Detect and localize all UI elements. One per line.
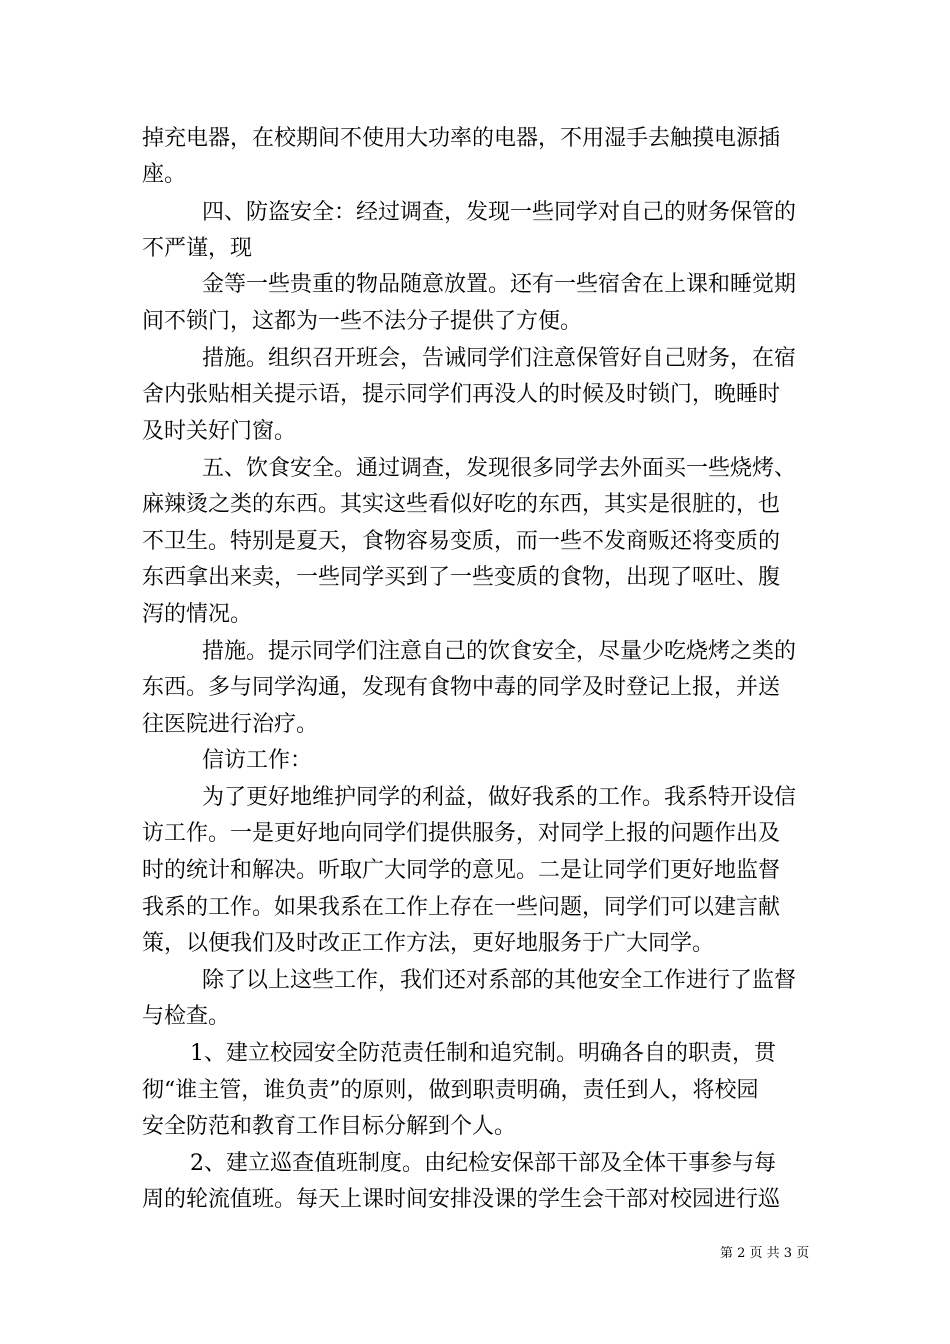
body-text-line: 四、防盗安全：经过调查，发现一些同学对自己的财务保管的 [202, 200, 797, 225]
body-text-line: 彻“谁主管，谁负责”的原则，做到职责明确，责任到人，将校园 [142, 1078, 759, 1103]
body-text-line: 不严谨，现 [142, 236, 253, 261]
body-text-line: 泻的情况。 [142, 602, 253, 627]
body-text-line: 金等一些贵重的物品随意放置。还有一些宿舍在上课和睡觉期 [202, 272, 797, 297]
body-text-line: 东西拿出来卖，一些同学买到了一些变质的食物，出现了呕吐、腹 [142, 565, 781, 590]
body-text-line: 我系的工作。如果我系在工作上存在一些问题，同学们可以建言献 [142, 895, 781, 920]
body-text-line: 五、饮食安全。通过调查，发现很多同学去外面买一些烧烤、 [202, 456, 797, 481]
body-text-line: 措施。提示同学们注意自己的饮食安全，尽量少吃烧烤之类的 [202, 639, 797, 664]
body-text-line: 舍内张贴相关提示语，提示同学们再没人的时候及时锁门，晚睡时 [142, 382, 781, 407]
body-text-line: 掉充电器，在校期间不使用大功率的电器，不用湿手去触摸电源插 [142, 126, 781, 151]
body-text-line: 时的统计和解决。听取广大同学的意见。二是让同学们更好地监督 [142, 858, 781, 883]
body-text-line: 与检查。 [142, 1004, 231, 1029]
section-heading: 信访工作： [202, 748, 313, 773]
body-text-line: 东西。多与同学沟通，发现有食物中毒的同学及时登记上报，并送 [142, 675, 781, 700]
body-text-line: 及时关好门窗。 [142, 419, 297, 444]
body-text-line: 策，以便我们及时改正工作方法，更好地服务于广大同学。 [142, 931, 715, 956]
body-text-line: 周的轮流值班。每天上课时间安排没课的学生会干部对校园进行巡 [142, 1187, 781, 1212]
body-text-line: 访工作。一是更好地向同学们提供服务，对同学上报的问题作出及 [142, 821, 781, 846]
body-text-line: 1、建立校园安全防范责任制和追究制。明确各自的职责，贯 [190, 1041, 776, 1066]
body-text-line: 除了以上这些工作，我们还对系部的其他安全工作进行了监督 [202, 968, 797, 993]
body-text-line: 措施。组织召开班会，告诫同学们注意保管好自己财务，在宿 [202, 346, 797, 371]
body-text-line: 为了更好地维护同学的利益，做好我系的工作。我系特开设信 [202, 785, 797, 810]
body-text-line: 麻辣烫之类的东西。其实这些看似好吃的东西，其实是很脏的，也 [142, 492, 781, 517]
body-text-line: 2、建立巡查值班制度。由纪检安保部干部及全体干事参与每 [190, 1151, 776, 1176]
body-text-line: 间不锁门，这都为一些不法分子提供了方便。 [142, 309, 583, 334]
body-text-line: 不卫生。特别是夏天，食物容易变质，而一些不发商贩还将变质的 [142, 529, 781, 554]
body-text-line: 安全防范和教育工作目标分解到个人。 [142, 1114, 517, 1139]
body-text-line: 往医院进行治疗。 [142, 712, 319, 737]
body-text-line: 座。 [142, 162, 187, 187]
page-number-footer: 第 2 页 共 3 页 [720, 1246, 810, 1261]
